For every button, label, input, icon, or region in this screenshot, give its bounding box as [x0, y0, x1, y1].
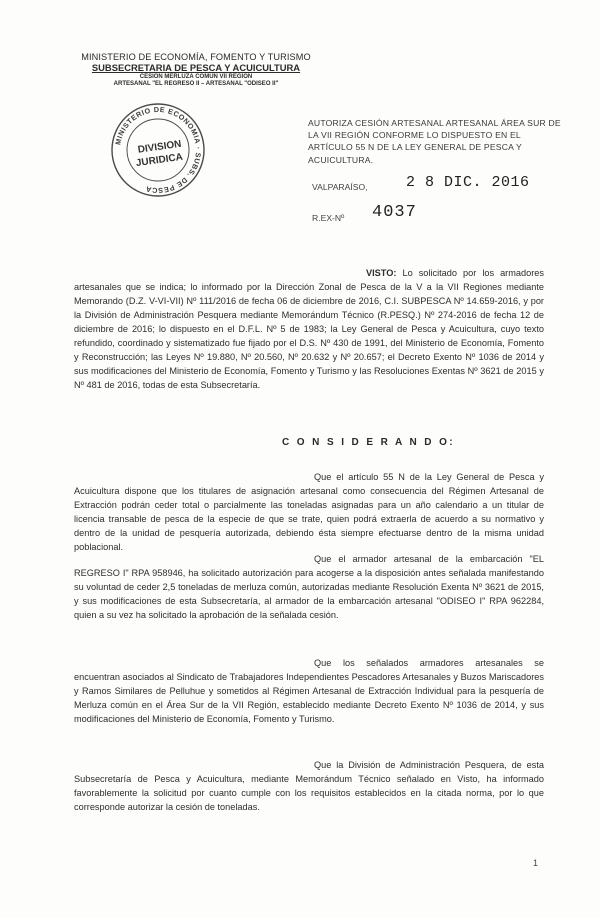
- reference-line-2: ARTESANAL "EL REGRESO II – ARTESANAL "ODISEO II": [113, 81, 279, 88]
- ministry-name: MINISTERIO DE ECONOMÍA, FOMENTO Y TURISMO: [81, 52, 311, 62]
- stamp-line-2: JURIDICA: [135, 151, 184, 170]
- subsecretaria-name: SUBSECRETARIA DE PESCA Y ACUICULTURA: [91, 61, 301, 73]
- resolution-number: 4037: [372, 203, 417, 222]
- place-label: VALPARAÍSO,: [312, 182, 368, 192]
- date-stamp: 2 8 DIC. 2016: [406, 174, 530, 191]
- visto-label: VISTO:: [366, 268, 397, 278]
- visto-text: Lo solicitado por los armadores artesanales que se indica; lo informado por la Dirección Zonal de Pesca de la V a la VII Regiones mediante Memorando (D.Z. V-VI-VII) Nº 111/2016 de fecha 06 de diciembre de 2016, C.I. SUBPESCA Nº 14.659-2016, y por la División de Administración Pesquera mediante Memorándum Técnico (R.PESQ.) Nº 274-2016 de fecha 12 de diciembre de 2016; lo dispuesto en el D.F.L. Nº 5 de 1983; la Ley General de Pesca y Acuicultura, cuyo texto refundido, coordinado y sistematizado fue fijado por el D.S. Nº 430 de 1991, del Ministerio de Economía, Fomento y Reconstrucción; las Leyes Nº 19.880, Nº 20.560, Nº 20.632 y Nº 20.657; el Decreto Exento Nº 1036 de 2014 y sus modificaciones del Ministerio de Economía, Fomento y Turismo y las Resoluciones Exentas Nº 3621 de 2015 y Nº 481 de 2016, todas de esta Subsecretaría.: [74, 268, 544, 390]
- letterhead: [76, 52, 316, 88]
- considerando-paragraph-1: Que el artículo 55 N de la Ley General de Pesca y Acuicultura dispone que los titulares de asignación artesanal como consecuencia del Régimen Artesanal de Extracción podrán ceder total o parcialmente las toneladas asignadas para un año calendario a un titular de licencia transable de pesca de la especie de que se trate, quien podrá extraerla de acuerdo a su normativo y dentro de la unidad de pesquería autorizada, debiendo ésta siempre efectuarse dentro de la misma unidad poblacional.: [74, 472, 544, 552]
- considerando-paragraph-2: Que el armador artesanal de la embarcación "EL REGRESO I" RPA 958946, ha solicitado autorización para acogerse a la disposición antes señalada manifestando su voluntad de ceder 2,5 toneladas de merluza común, autorizadas mediante Resolución Exenta Nº 3621 de 2015, y sus modificaciones de esta Subsecretaría, al armador de la embarcación artesanal "ODISEO I" RPA 962284, quien a su vez ha solicitado la aprobación de la señalada cesión.: [74, 554, 544, 620]
- page-number: 1: [533, 858, 539, 868]
- resolution-number-label: R.EX-Nº: [312, 213, 345, 223]
- considerando-heading: C O N S I D E R A N D O:: [282, 437, 455, 448]
- stamp-line-1: DIVISION: [137, 138, 183, 156]
- reference-line-1: CESIÓN MERLUZA COMÚN VII REGIÓN: [139, 74, 253, 81]
- visto-paragraph: [74, 266, 544, 392]
- considerando-paragraph-4: Que la División de Administración Pesquera, de esta Subsecretaría de Pesca y Acuicultura, mediante Memorándum Técnico señalado en Visto, ha informado favorablemente la solicitud por cuanto cumple con los requisitos establecidos en la citada norma, por lo que corresponde autorizar la cesión de toneladas.: [74, 760, 544, 812]
- resolution-subject: AUTORIZA CESIÓN ARTESANAL ARTESANAL ÁREA SUR DE LA VII REGIÓN CONFORME LO DISPUESTO EN EL ARTÍCULO 55 N DE LA LEY GENERAL DE PESCA Y ACUICULTURA.: [308, 118, 561, 165]
- division-juridica-stamp: [108, 100, 208, 200]
- considerando-paragraph-3: Que los señalados armadores artesanales se encuentran asociados al Sindicato de Trabajadores Independientes Pescadores Artesanales y Buzos Mariscadores y Ramos Similares de Pelluhue y sometidos al Régimen Artesanal de Extracción Individual para la pesquería de Merluza común en el Área Sur de la VII Región, establecido mediante Decreto Exento Nº 1036 de 2014, y sus modificaciones del Ministerio de Economía, Fomento y Turismo.: [74, 658, 544, 724]
- stamp-ring-text: MINISTERIO DE ECONOMIA · SUBS. DE PESCA: [113, 104, 204, 196]
